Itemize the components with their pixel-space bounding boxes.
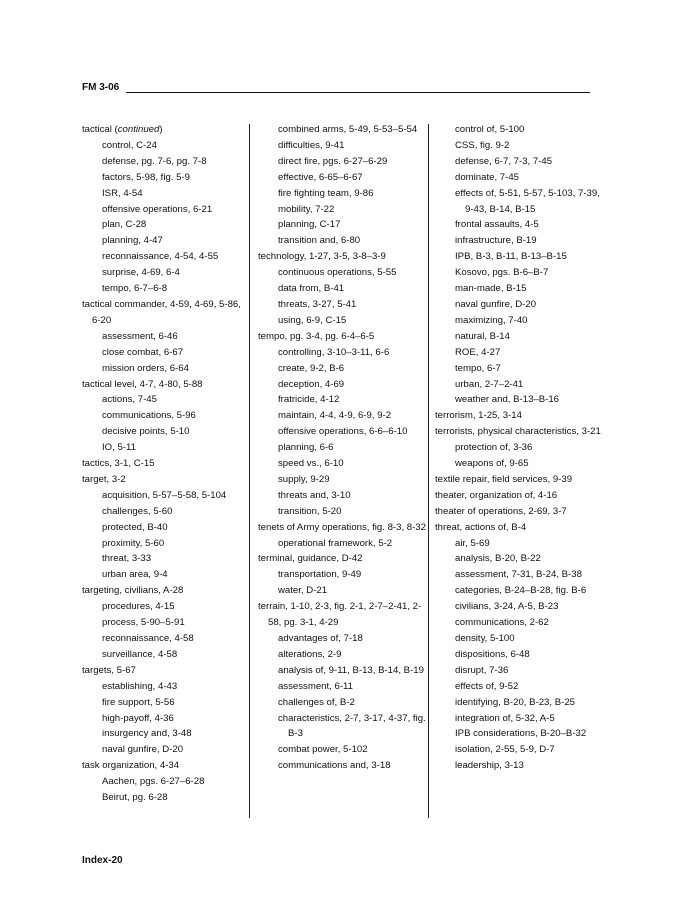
index-subentry: naval gunfire, D-20 [102, 744, 184, 756]
index-subentry: transition, 5-20 [278, 505, 342, 517]
index-entry: tactical level, 4-7, 4-80, 5-88 [82, 378, 203, 390]
index-subentry: civilians, 3-24, A-5, B-23 [455, 601, 559, 613]
index-entry: technology, 1-27, 3-5, 3-8–3-9 [258, 251, 386, 263]
index-subentry: high-payoff, 4-36 [102, 712, 174, 724]
index-subentry: factors, 5-98, fig. 5-9 [102, 171, 190, 183]
index-subentry: leadership, 3-13 [455, 760, 524, 772]
index-subentry: disrupt, 7-36 [455, 664, 509, 676]
column-divider [249, 124, 250, 818]
index-subentry: dispositions, 6-48 [455, 648, 530, 660]
index-subentry: challenges of, B-2 [278, 696, 355, 708]
index-subentry: mission orders, 6-64 [102, 362, 189, 374]
index-column-3 [435, 122, 605, 774]
index-subentry: analysis, B-20, B-22 [455, 553, 541, 565]
index-subentry: defense, 6-7, 7-3, 7-45 [455, 155, 553, 167]
index-entry: theater of operations, 2-69, 3-7 [435, 505, 567, 517]
index-subentry: decisive points, 5-10 [102, 426, 190, 438]
column-divider [428, 124, 429, 818]
page-header [82, 82, 590, 96]
index-subentry: insurgency and, 3-48 [102, 728, 192, 740]
index-subentry: operational framework, 5-2 [278, 537, 393, 549]
index-subentry: speed vs., 6-10 [278, 458, 344, 470]
index-subentry: assessment, 6-11 [278, 680, 354, 692]
index-subentry: urban area, 9-4 [102, 569, 168, 581]
index-subentry: close combat, 6-67 [102, 346, 184, 358]
index-subentry: ROE, 4-27 [455, 346, 501, 358]
index-subentry: planning, 4-47 [102, 235, 163, 247]
index-subentry: water, D-21 [278, 585, 328, 597]
index-subentry: communications, 5-96 [102, 410, 196, 422]
index-subentry: characteristics, 2-7, 3-17, 4-37, fig. B-3 [278, 712, 426, 740]
index-subentry: mobility, 7-22 [278, 203, 335, 215]
index-subentry: offensive operations, 6-6–6-10 [278, 426, 408, 438]
index-subentry: air, 5-69 [455, 537, 490, 549]
index-subentry: Beirut, pg. 6-28 [102, 792, 168, 804]
index-column-1 [82, 122, 252, 806]
index-subentry: defense, pg. 7-6, pg. 7-8 [102, 155, 207, 167]
index-entry: tactics, 3-1, C-15 [82, 458, 155, 470]
index-subentry: effective, 6-65–6-67 [278, 171, 363, 183]
index-subentry: planning, 6-6 [278, 442, 334, 454]
index-subentry: threats and, 3-10 [278, 489, 351, 501]
index-subentry: tempo, 6-7 [455, 362, 501, 374]
index-subentry: controlling, 3-10–3-11, 6-6 [278, 346, 390, 358]
index-subentry: control of, 5-100 [455, 124, 525, 135]
index-subentry: assessment, 6-46 [102, 330, 178, 342]
index-subentry: assessment, 7-31, B-24, B-38 [455, 569, 582, 581]
index-entry: theater, organization of, 4-16 [435, 489, 558, 501]
index-entry: targeting, civilians, A-28 [82, 585, 184, 597]
index-subentry: supply, 9-29 [278, 473, 330, 485]
index-subentry: create, 9-2, B-6 [278, 362, 345, 374]
index-subentry: advantages of, 7-18 [278, 633, 363, 644]
index-entry: terrorism, 1-25, 3-14 [435, 410, 522, 422]
index-entry: tempo, pg. 3-4, pg. 6-4–6-5 [258, 330, 375, 342]
index-subentry: transition and, 6-80 [278, 235, 361, 247]
index-subentry: identifying, B-20, B-23, B-25 [455, 696, 575, 708]
index-entry: tactical (continued) [82, 124, 163, 135]
index-subentry: process, 5-90–5-91 [102, 617, 185, 629]
index-subentry: proximity, 5-60 [102, 537, 165, 549]
index-subentry: categories, B-24–B-28, fig. B-6 [455, 585, 587, 597]
index-subentry: acquisition, 5-57–5-58, 5-104 [102, 489, 227, 501]
index-subentry: Aachen, pgs. 6-27–6-28 [102, 776, 205, 788]
index-subentry: integration of, 5-32, A-5 [455, 712, 555, 724]
index-subentry: planning, C-17 [278, 219, 341, 231]
index-column-2 [258, 122, 428, 774]
index-subentry: CSS, fig. 9-2 [455, 139, 510, 151]
index-subentry: IO, 5-11 [102, 442, 136, 454]
index-subentry: establishing, 4-43 [102, 680, 178, 692]
index-subentry: combat power, 5-102 [278, 744, 368, 756]
index-entry: task organization, 4-34 [82, 760, 180, 772]
index-subentry: using, 6-9, C-15 [278, 314, 347, 326]
index-subentry: threat, 3-33 [102, 553, 152, 565]
index-subentry: reconnaissance, 4-54, 4-55 [102, 251, 219, 263]
index-subentry: actions, 7-45 [102, 394, 157, 406]
index-subentry: naval gunfire, D-20 [455, 298, 537, 310]
index-subentry: fratricide, 4-12 [278, 394, 340, 406]
index-entry: threat, actions of, B-4 [435, 521, 527, 533]
index-subentry: fire support, 5-56 [102, 696, 175, 708]
index-subentry: density, 5-100 [455, 633, 515, 644]
header-rule [126, 92, 590, 93]
index-subentry: reconnaissance, 4-58 [102, 633, 194, 644]
index-subentry: alterations, 2-9 [278, 648, 342, 660]
index-subentry: ISR, 4-54 [102, 187, 143, 199]
index-subentry: transportation, 9-49 [278, 569, 362, 581]
index-entry: terrorists, physical characteristics, 3-21 [435, 426, 601, 438]
index-subentry: natural, B-14 [455, 330, 510, 342]
index-subentry: data from, B-41 [278, 283, 345, 295]
index-subentry: weather and, B-13–B-16 [455, 394, 559, 406]
index-subentry: effects of, 9-52 [455, 680, 519, 692]
index-subentry: challenges, 5-60 [102, 505, 173, 517]
index-subentry: weapons of, 9-65 [455, 458, 529, 470]
index-subentry: deception, 4-69 [278, 378, 345, 390]
index-subentry: surveillance, 4-58 [102, 648, 178, 660]
index-subentry: combined arms, 5-49, 5-53–5-54 [278, 124, 418, 135]
index-subentry: tempo, 6-7–6-8 [102, 283, 168, 295]
index-subentry: communications and, 3-18 [278, 760, 391, 772]
index-subentry: difficulties, 9-41 [278, 139, 345, 151]
index-entry: terrain, 1-10, 2-3, fig. 2-1, 2-7–2-41, 2-58, pg. 3-1, 4-29 [258, 601, 422, 629]
index-entry: target, 3-2 [82, 473, 126, 485]
manual-number: FM 3-06 [82, 82, 120, 93]
index-subentry: urban, 2-7–2-41 [455, 378, 524, 390]
index-subentry: IPB, B-3, B-11, B-13–B-15 [455, 251, 567, 263]
index-subentry: protected, B-40 [102, 521, 168, 533]
index-subentry: infrastructure, B-19 [455, 235, 537, 247]
index-subentry: procedures, 4-15 [102, 601, 175, 613]
index-subentry: dominate, 7-45 [455, 171, 519, 183]
index-subentry: man-made, B-15 [455, 283, 527, 295]
index-entry: targets, 5-67 [82, 664, 136, 676]
index-subentry: continuous operations, 5-55 [278, 267, 397, 279]
index-subentry: IPB considerations, B-20–B-32 [455, 728, 587, 740]
index-subentry: direct fire, pgs. 6-27–6-29 [278, 155, 388, 167]
index-subentry: threats, 3-27, 5-41 [278, 298, 357, 310]
index-entry: terminal, guidance, D-42 [258, 553, 363, 565]
index-subentry: surprise, 4-69, 6-4 [102, 267, 180, 279]
index-entry: textile repair, field services, 9-39 [435, 473, 573, 485]
index-entry: tenets of Army operations, fig. 8-3, 8-32 [258, 521, 426, 533]
index-entry: tactical commander, 4-59, 4-69, 5-86, 6-20 [82, 298, 241, 326]
page-number: Index-20 [82, 855, 123, 866]
index-subentry: offensive operations, 6-21 [102, 203, 213, 215]
index-subentry: isolation, 2-55, 5-9, D-7 [455, 744, 555, 756]
index-subentry: plan, C-28 [102, 219, 147, 231]
index-subentry: maximizing, 7-40 [455, 314, 528, 326]
index-subentry: maintain, 4-4, 4-9, 6-9, 9-2 [278, 410, 392, 422]
index-subentry: effects of, 5-51, 5-57, 5-103, 7-39, 9-43, B-14, B-15 [455, 187, 600, 215]
index-subentry: fire fighting team, 9-86 [278, 187, 374, 199]
index-subentry: communications, 2-62 [455, 617, 549, 629]
index-subentry: analysis of, 9-11, B-13, B-14, B-19 [278, 664, 424, 676]
index-subentry: frontal assaults, 4-5 [455, 219, 539, 231]
index-subentry: Kosovo, pgs. B-6–B-7 [455, 267, 549, 279]
index-subentry: control, C-24 [102, 139, 157, 151]
index-subentry: protection of, 3-36 [455, 442, 533, 454]
